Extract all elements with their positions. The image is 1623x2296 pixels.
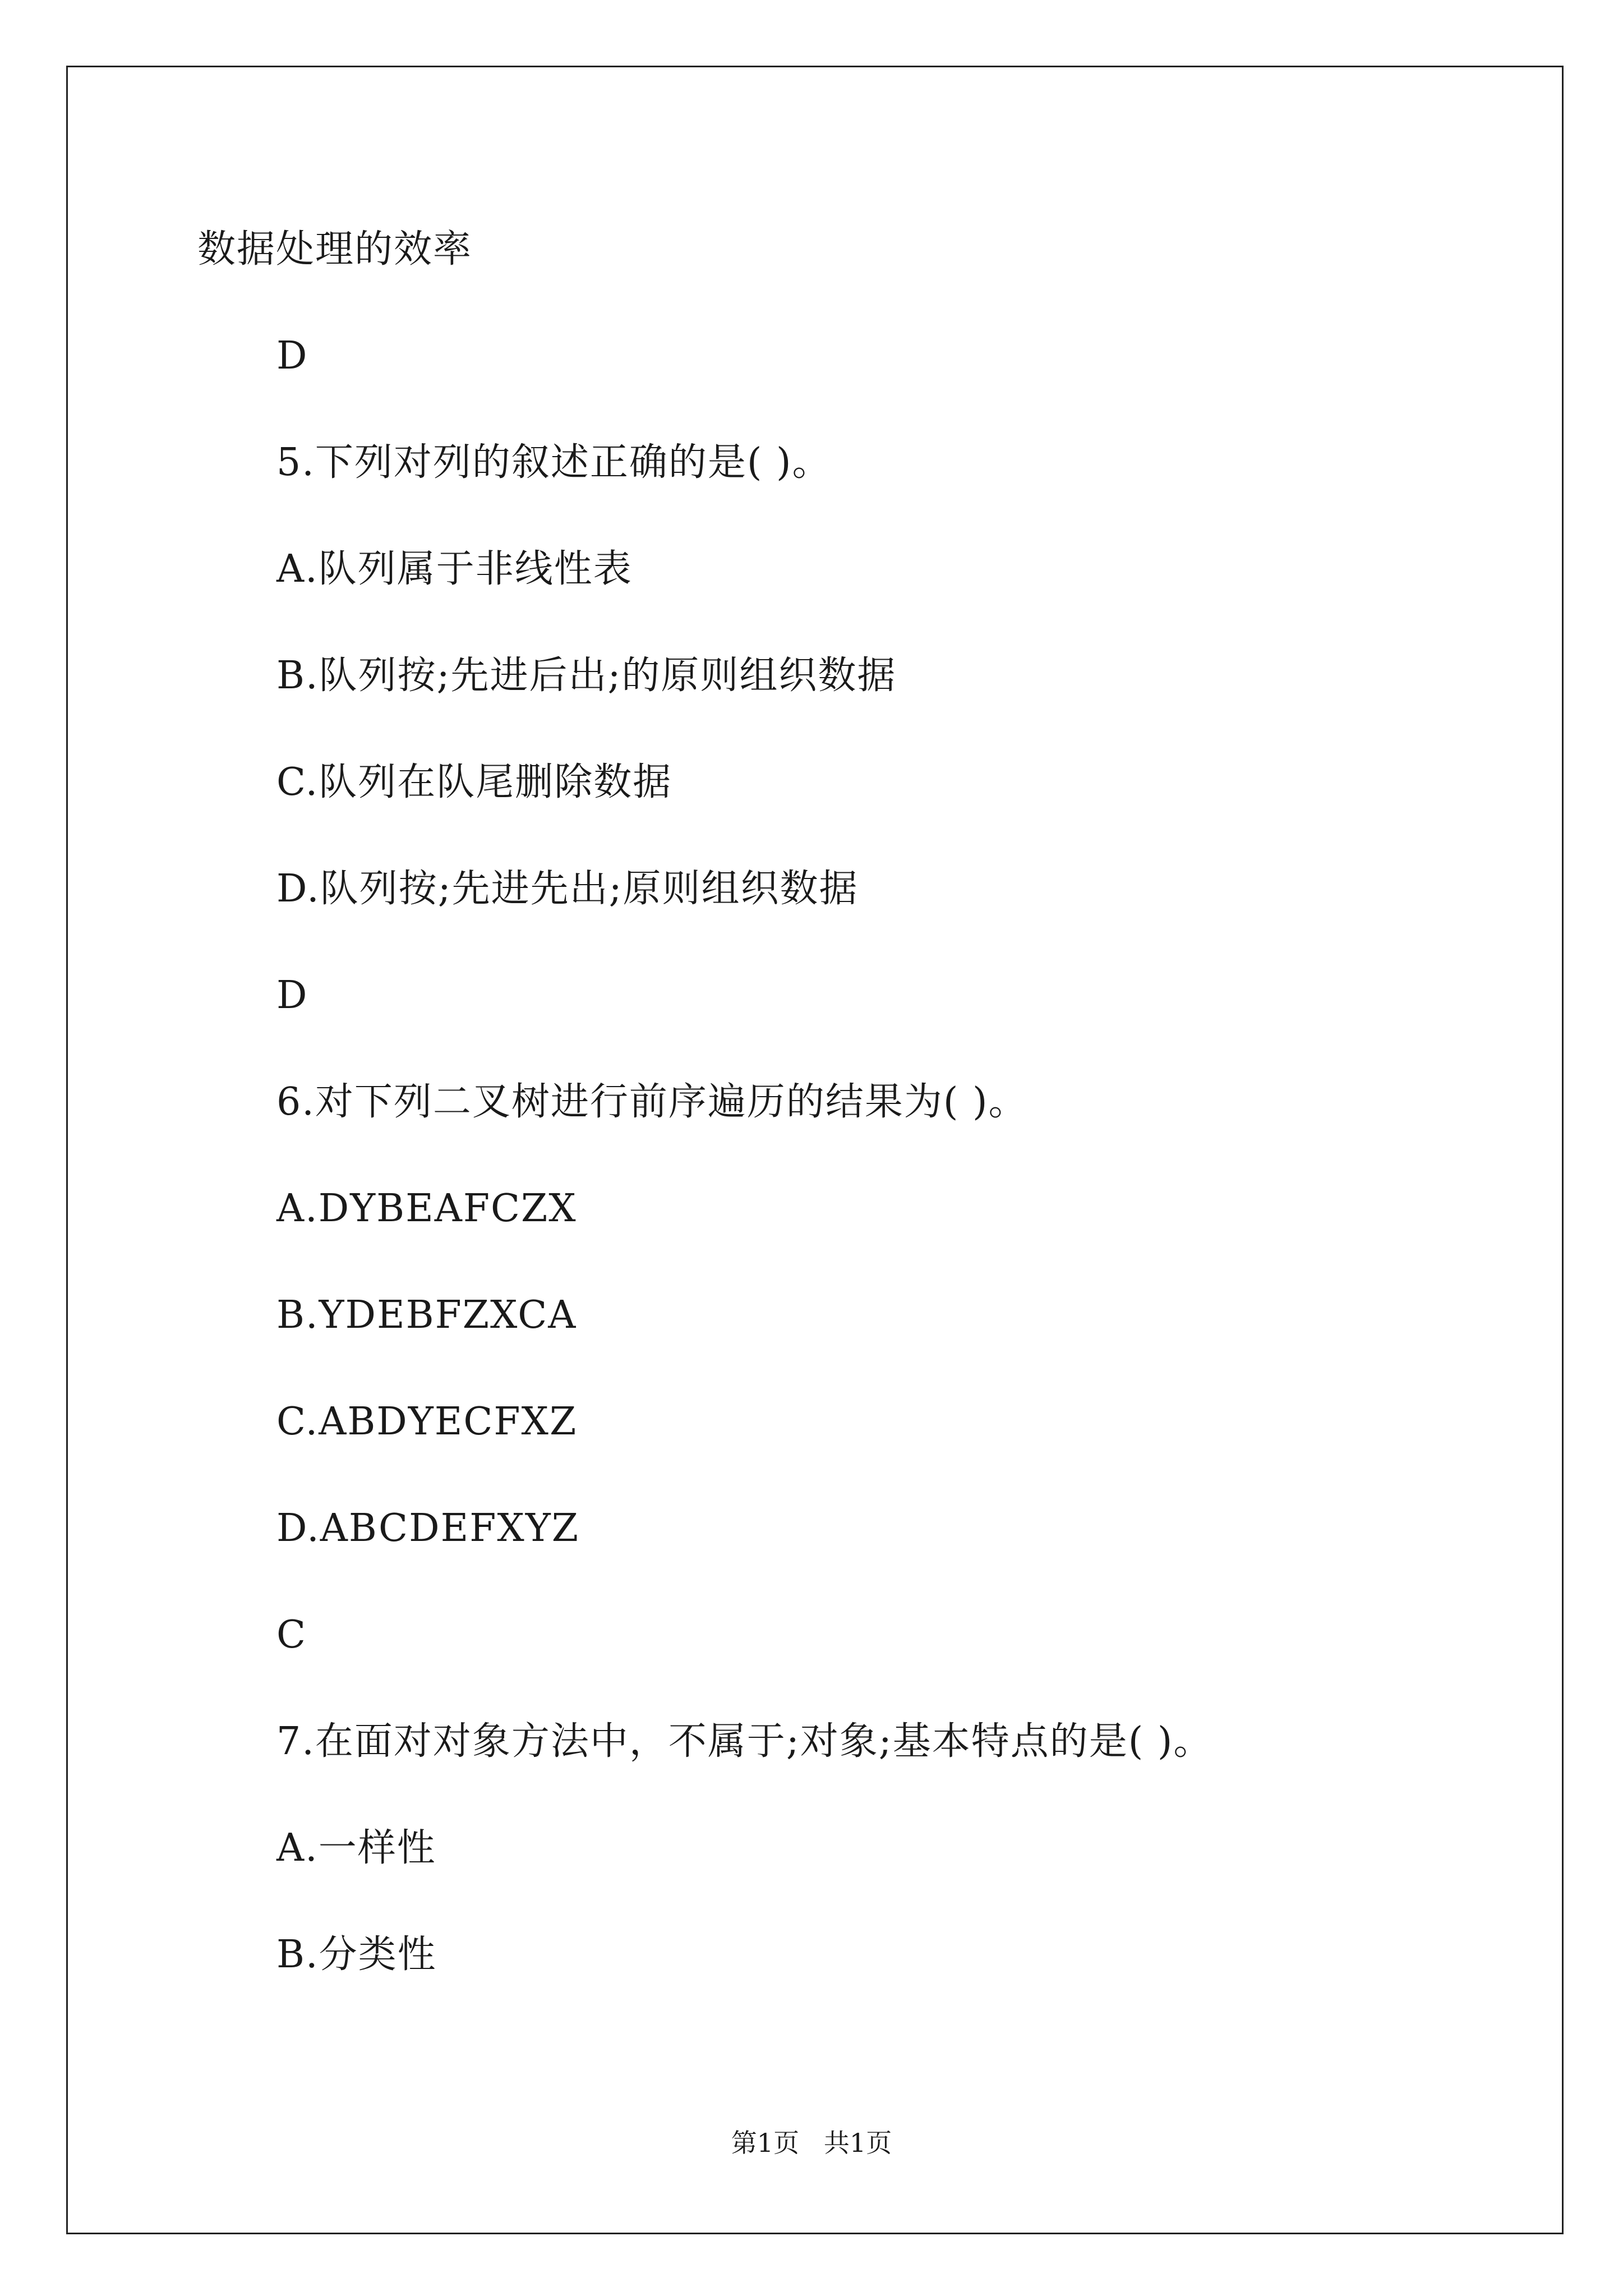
question-7: 7.在面对对象方法中，不属于;对象;基本特点的是( )。 (276, 1719, 1213, 1764)
question-7-option-a: A.一样性 (276, 1826, 436, 1870)
question-6-option-d: D.ABCDEFXYZ (276, 1506, 579, 1550)
question-5-option-a: A.队列属于非线性表 (276, 547, 633, 591)
question-6-option-a: A.DYBEAFCZX (276, 1186, 577, 1231)
answer-line: D (276, 334, 308, 378)
question-7-option-b: B.分类性 (276, 1932, 437, 1977)
page-border (66, 66, 1564, 2234)
question-6-answer: C (276, 1613, 307, 1657)
question-5: 5.下列对列的叙述正确的是( )。 (276, 440, 832, 485)
page-footer: 第1页 共1页 (731, 2128, 892, 2158)
question-5-option-b: B.队列按;先进后出;的原则组织数据 (276, 654, 897, 698)
question-5-option-d: D.队列按;先进先出;原则组织数据 (276, 867, 859, 911)
question-5-option-c: C.队列在队尾删除数据 (276, 760, 672, 804)
question-5-answer: D (276, 973, 308, 1018)
text-line-continuation: 数据处理的效率 (197, 227, 473, 272)
question-6-option-b: B.YDEBFZXCA (276, 1293, 577, 1337)
question-6-option-c: C.ABDYECFXZ (276, 1400, 578, 1444)
question-6: 6.对下列二叉树进行前序遍历的结果为( )。 (276, 1080, 1028, 1124)
